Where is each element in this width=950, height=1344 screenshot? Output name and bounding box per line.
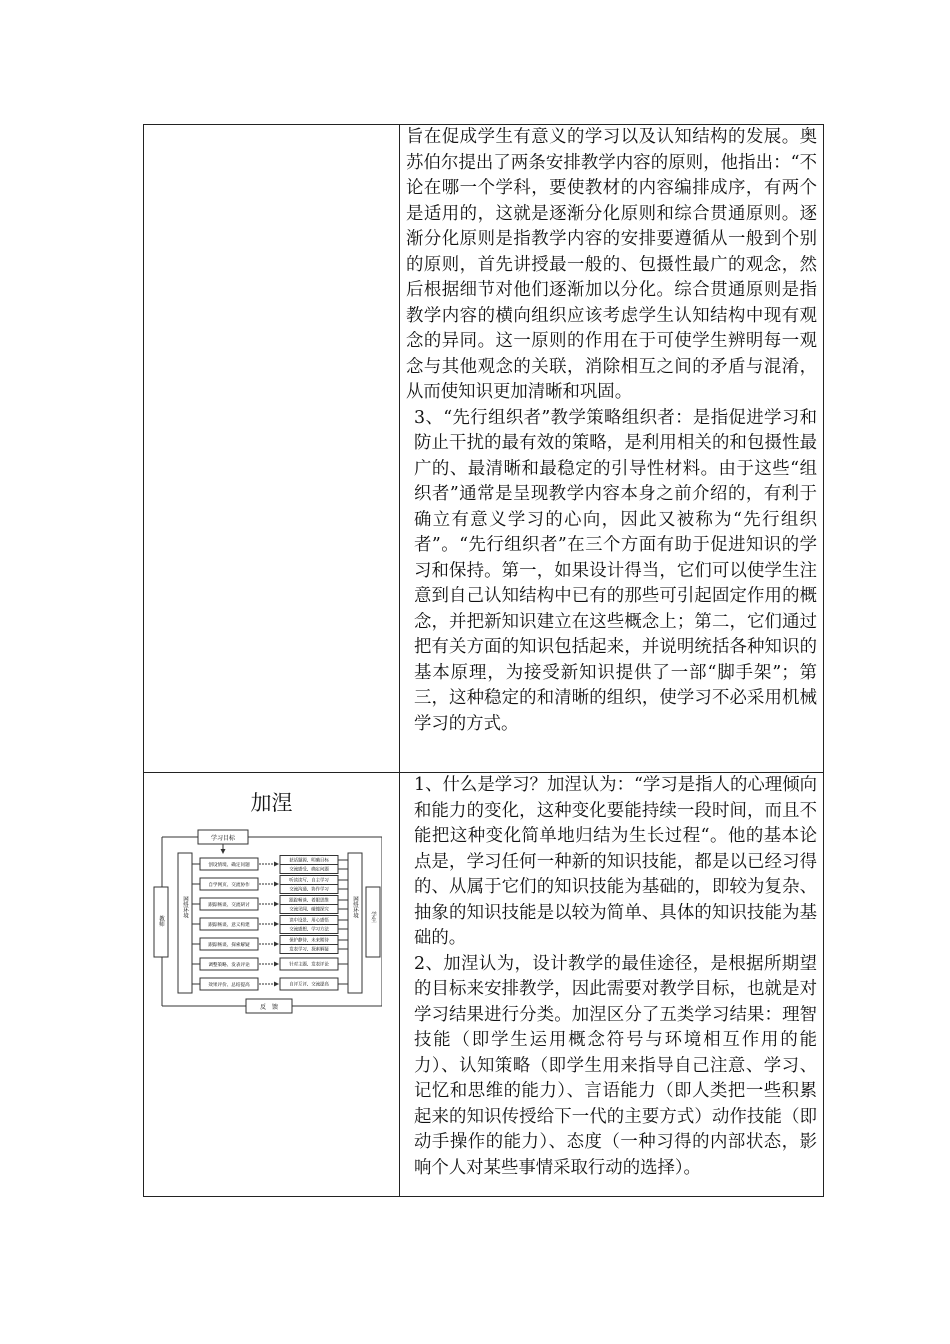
label-cell xyxy=(144,773,400,1197)
diagram-network-left-label: 网络环境 xyxy=(182,896,188,918)
diagram-wrap xyxy=(144,827,399,1031)
diagram-student-step-label: 跟踪畅谈、着眼思维 xyxy=(289,898,329,904)
diagram-student-step-label: 发表学习、探索解疑 xyxy=(289,947,329,953)
paragraph: 2、加涅认为，设计教学的最佳途径，是根据所期望的目标来安排教学，因此需要对教学目标，也就是对学习结果进行分类。加涅区分了五类学习结果：理智技能（即学生运用概念符号与环境相互作用的能力）、认知策略（即学生用来指导自己注意、学习、记忆和思维的能力）、言语能力（即人类把一些积累起来的知识传授给下一代的主要方式）动作技能（即动手操作的能力）、态度（一种习得的内部状态，影响个人对某些事情采取行动的选择）。 xyxy=(414,953,817,1178)
diagram-student-step-label: 听读读写、自主学习 xyxy=(289,878,329,884)
diagram-network-right-label: 网络环境 xyxy=(352,896,358,918)
paragraph: 3、“先行组织者”教学策略组织者：是指促进学习和防止干扰的最有效的策略，是利用相关的和包摄性最广的、最清晰和最稳定的引导性材料。由于这些“组织者”通常是呈现教学内容本身之前介绍的，有利于确立有意义学习的心向，因此又被称为“先行组织者”。“先行组织者”在三个方面有助于促进知识的学习和保持。第一，如果设计得当，它们可以使学生注意到自己认知结构中已有的那些可引起固定作用的概念，并把新知识建立在这些概念上；第二，它们通过把有关方面的知识包括起来，并说明统括各种知识的基本原理，为接受新知识提供了一部“脚手架”；第三，这种稳定的和清晰的组织，使学习不必采用机械学习的方式。 xyxy=(414,407,817,734)
table-row xyxy=(144,125,824,773)
section-label: 加涅 xyxy=(250,791,293,815)
diagram-bottom-label: 反 馈 xyxy=(259,1004,279,1011)
diagram-step-label: 自学网页、交流协作 xyxy=(208,883,250,888)
diagram-student-step-label: 交流见闻、碰撞探究 xyxy=(289,907,329,913)
diagram-step-label: 效果评价、总结提高 xyxy=(208,983,250,988)
diagram-step-label: 创设情境、确定问题 xyxy=(208,863,250,868)
diagram-student-step-label: 读中设景、用心感悟 xyxy=(289,918,329,924)
diagram-network-left-box xyxy=(178,853,192,993)
diagram-student-label: 学生 xyxy=(370,911,376,923)
diagram-student-step-label: 交流感受、确定问题 xyxy=(289,867,329,873)
empty-label-cell xyxy=(144,125,400,773)
diagram-student-step-label: 交流感想、学习方法 xyxy=(289,927,329,933)
paragraph: 1、什么是学习？加涅认为：“学习是指人的心理倾向和能力的变化，这种变化要能持续一段时间，而且不能把这种变化简单地归结为生长过程“。他的基本论点是，学习任何一种新的知识技能，都是以已经习得的、从属于它们的知识技能为基础的，即较为复杂、抽象的知识技能是以较为简单、具体的知识技能为基础的。 xyxy=(414,775,817,948)
diagram-student-step-label: 保护静待、未来期待 xyxy=(289,938,329,944)
diagram-step-label: 跟踪畅谈、意义构建 xyxy=(208,923,250,928)
diagram-step-label: 跟踪畅谈、交流研讨 xyxy=(208,903,250,908)
diagram-step-label: 调整策略、发表评论 xyxy=(208,963,250,968)
diagram-student-step-label: 针对主题、发表评论 xyxy=(289,962,329,968)
diagram-student-step-label: 获话题源、明确目标 xyxy=(289,858,329,864)
diagram-student-step-label: 自评互评、交流提高 xyxy=(289,982,329,988)
text-cell xyxy=(400,125,824,773)
diagram-student-step-label: 交流沟通、协作学习 xyxy=(289,887,329,893)
diagram-teacher-label: 教师 xyxy=(158,915,164,927)
diagram-step-label: 跟踪畅谈、探索解疑 xyxy=(208,943,250,948)
text-cell xyxy=(400,773,824,1197)
content-table xyxy=(143,124,824,1197)
table-row xyxy=(144,773,824,1197)
diagram-network-right-box xyxy=(348,853,362,993)
paragraph: 旨在促成学生有意义的学习以及认知结构的发展。奥苏伯尔提出了两条安排教学内容的原则，他指出：“不论在哪一个学科，要使教材的内容编排成序，有两个是适用的，这就是逐渐分化原则和综合贯通原则。逐渐分化原则是指教学内容的安排要遵循从一般到个别的原则，首先讲授最一般的、包摄性最广的观念，然后根据细节对他们逐渐加以分化。综合贯通原则是指教学内容的横向组织应该考虑学生认知结构中现有观念的异同。这一原则的作用在于可使学生辨明每一观念与其他观念的关联，消除相互之间的矛盾与混淆，从而使知识更加清晰和巩固。 xyxy=(406,127,817,402)
diagram-top-label: 学习目标 xyxy=(210,835,236,842)
teaching-model-diagram xyxy=(152,827,382,1027)
